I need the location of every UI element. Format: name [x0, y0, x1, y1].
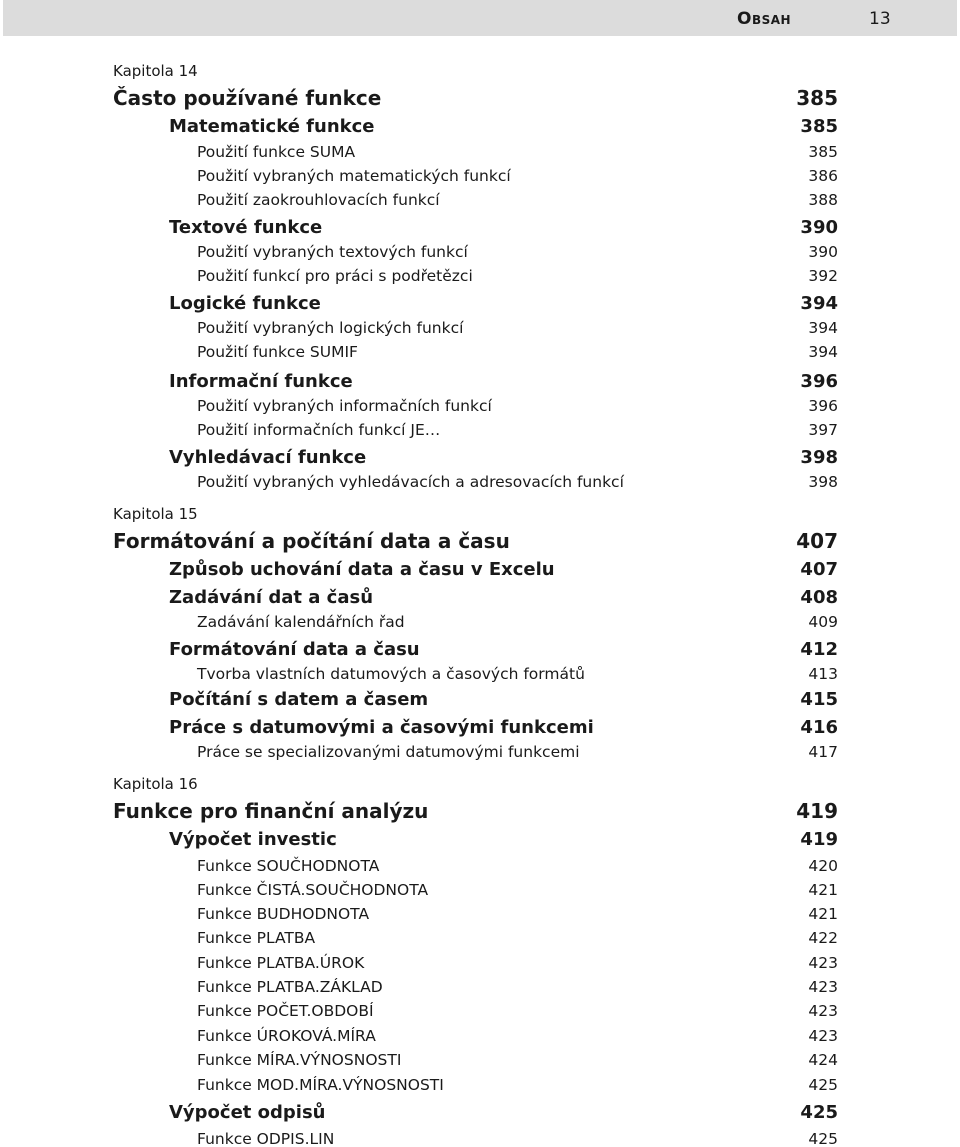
toc-entry-page: 385	[808, 143, 838, 161]
toc-entry-title: Funkce ODPIS.LIN	[197, 1130, 335, 1147]
toc-entry-page: 396	[800, 371, 838, 392]
toc-entry-title: Formátování data a času	[169, 639, 420, 660]
toc-entry-page: 392	[808, 267, 838, 285]
header-page-number: 13	[869, 9, 891, 29]
toc-entry-title: Funkce ÚROKOVÁ.MÍRA	[197, 1027, 376, 1045]
toc-entry-page: 419	[800, 829, 838, 850]
toc-entry-page: 413	[808, 665, 838, 683]
toc-entry-page: 385	[800, 116, 838, 137]
toc-entry-title: Kapitola 14	[113, 62, 198, 80]
toc-entry-page: 421	[808, 905, 838, 923]
toc-entry-title: Funkce ČISTÁ.SOUČHODNOTA	[197, 881, 429, 899]
toc-entry-title: Práce se specializovanými datumovými funkcemi	[197, 743, 580, 761]
toc-entry-page: 388	[808, 191, 838, 209]
toc-entry-page: 398	[808, 473, 838, 491]
toc-entry-title: Kapitola 15	[113, 505, 198, 523]
toc-entry-title: Funkce PLATBA	[197, 929, 316, 947]
toc-entry-page: 386	[808, 167, 838, 185]
toc-entry-title: Použití vybraných informačních funkcí	[197, 397, 492, 415]
toc-entry-page: 396	[808, 397, 838, 415]
toc-entry-title: Použití vybraných textových funkcí	[197, 243, 468, 261]
toc-entry-title: Matematické funkce	[169, 116, 375, 137]
toc-entry-page: 412	[800, 639, 838, 660]
toc-entry-title: Použití vybraných logických funkcí	[197, 319, 464, 337]
toc-entry-title: Funkce POČET.OBDOBÍ	[197, 1002, 374, 1020]
toc-entry-page: 390	[808, 243, 838, 261]
toc-entry-title: Zadávání dat a časů	[169, 587, 374, 608]
toc-entry-title: Funkce BUDHODNOTA	[197, 905, 370, 923]
toc-entry-page: 407	[796, 529, 838, 553]
toc-entry-title: Textové funkce	[169, 217, 323, 238]
toc-entry-page: 417	[808, 743, 838, 761]
toc-entry-page: 423	[808, 954, 838, 972]
toc-entry-page: 423	[808, 978, 838, 996]
toc-entry-page: 420	[808, 857, 838, 875]
toc-entry-title: Počítání s datem a časem	[169, 689, 429, 710]
toc-entry-page: 423	[808, 1027, 838, 1045]
toc-entry-title: Formátování a počítání data a času	[113, 529, 510, 553]
toc-entry-page: 425	[800, 1102, 838, 1123]
toc-entry-title: Použití funkce SUMA	[197, 143, 356, 161]
toc-entry-title: Použití vybraných vyhledávacích a adresovacích funkcí	[197, 473, 624, 491]
toc-entry-title: Výpočet investic	[169, 829, 337, 850]
toc-entry-page: 425	[808, 1130, 838, 1147]
toc-entry-title: Zadávání kalendářních řad	[197, 613, 405, 631]
toc-entry-title: Funkce MOD.MÍRA.VÝNOSNOSTI	[197, 1076, 444, 1094]
toc-entry-page: 423	[808, 1002, 838, 1020]
toc-entry-page: 394	[800, 293, 838, 314]
toc-entry-title: Práce s datumovými a časovými funkcemi	[169, 717, 594, 738]
toc-entry-title: Funkce pro finanční analýzu	[113, 799, 429, 823]
toc-entry-page: 397	[808, 421, 838, 439]
toc-entry-page: 409	[808, 613, 838, 631]
toc-entry-title: Použití zaokrouhlovacích funkcí	[197, 191, 440, 209]
toc-entry-page: 385	[796, 86, 838, 110]
page-header	[3, 0, 957, 36]
toc-entry-page: 416	[800, 717, 838, 738]
toc-entry-title: Vyhledávací funkce	[169, 447, 367, 468]
header-title: Obsah	[737, 9, 792, 29]
toc-entry-title: Funkce SOUČHODNOTA	[197, 857, 380, 875]
toc-entry-title: Funkce PLATBA.ZÁKLAD	[197, 978, 383, 996]
toc-entry-page: 422	[808, 929, 838, 947]
toc-entry-title: Často používané funkce	[113, 86, 382, 110]
toc-entry-title: Použití funkcí pro práci s podřetězci	[197, 267, 473, 285]
toc-entry-page: 415	[800, 689, 838, 710]
toc-entry-page: 398	[800, 447, 838, 468]
toc-entry-title: Logické funkce	[169, 293, 321, 314]
toc-entry-page: 390	[800, 217, 838, 238]
toc-entry-page: 419	[796, 799, 838, 823]
toc-entry-title: Použití vybraných matematických funkcí	[197, 167, 511, 185]
toc-entry-page: 425	[808, 1076, 838, 1094]
toc-entry-page: 424	[808, 1051, 838, 1069]
toc-entry-title: Tvorba vlastních datumových a časových formátů	[197, 665, 585, 683]
toc-entry-title: Funkce PLATBA.ÚROK	[197, 954, 365, 972]
toc-entry-title: Výpočet odpisů	[169, 1102, 326, 1123]
toc-entry-title: Informační funkce	[169, 371, 353, 392]
toc-entry-title: Použití informačních funkcí JE…	[197, 421, 441, 439]
toc-entry-title: Způsob uchování data a času v Excelu	[169, 559, 555, 580]
toc-entry-title: Použití funkce SUMIF	[197, 343, 358, 361]
toc-entry-page: 407	[800, 559, 838, 580]
toc-entry-title: Funkce MÍRA.VÝNOSNOSTI	[197, 1051, 402, 1069]
toc-entry-page: 394	[808, 343, 838, 361]
toc-entry-page: 421	[808, 881, 838, 899]
toc-entry-title: Kapitola 16	[113, 775, 198, 793]
toc-entry-page: 408	[800, 587, 838, 608]
toc-entry-page: 394	[808, 319, 838, 337]
